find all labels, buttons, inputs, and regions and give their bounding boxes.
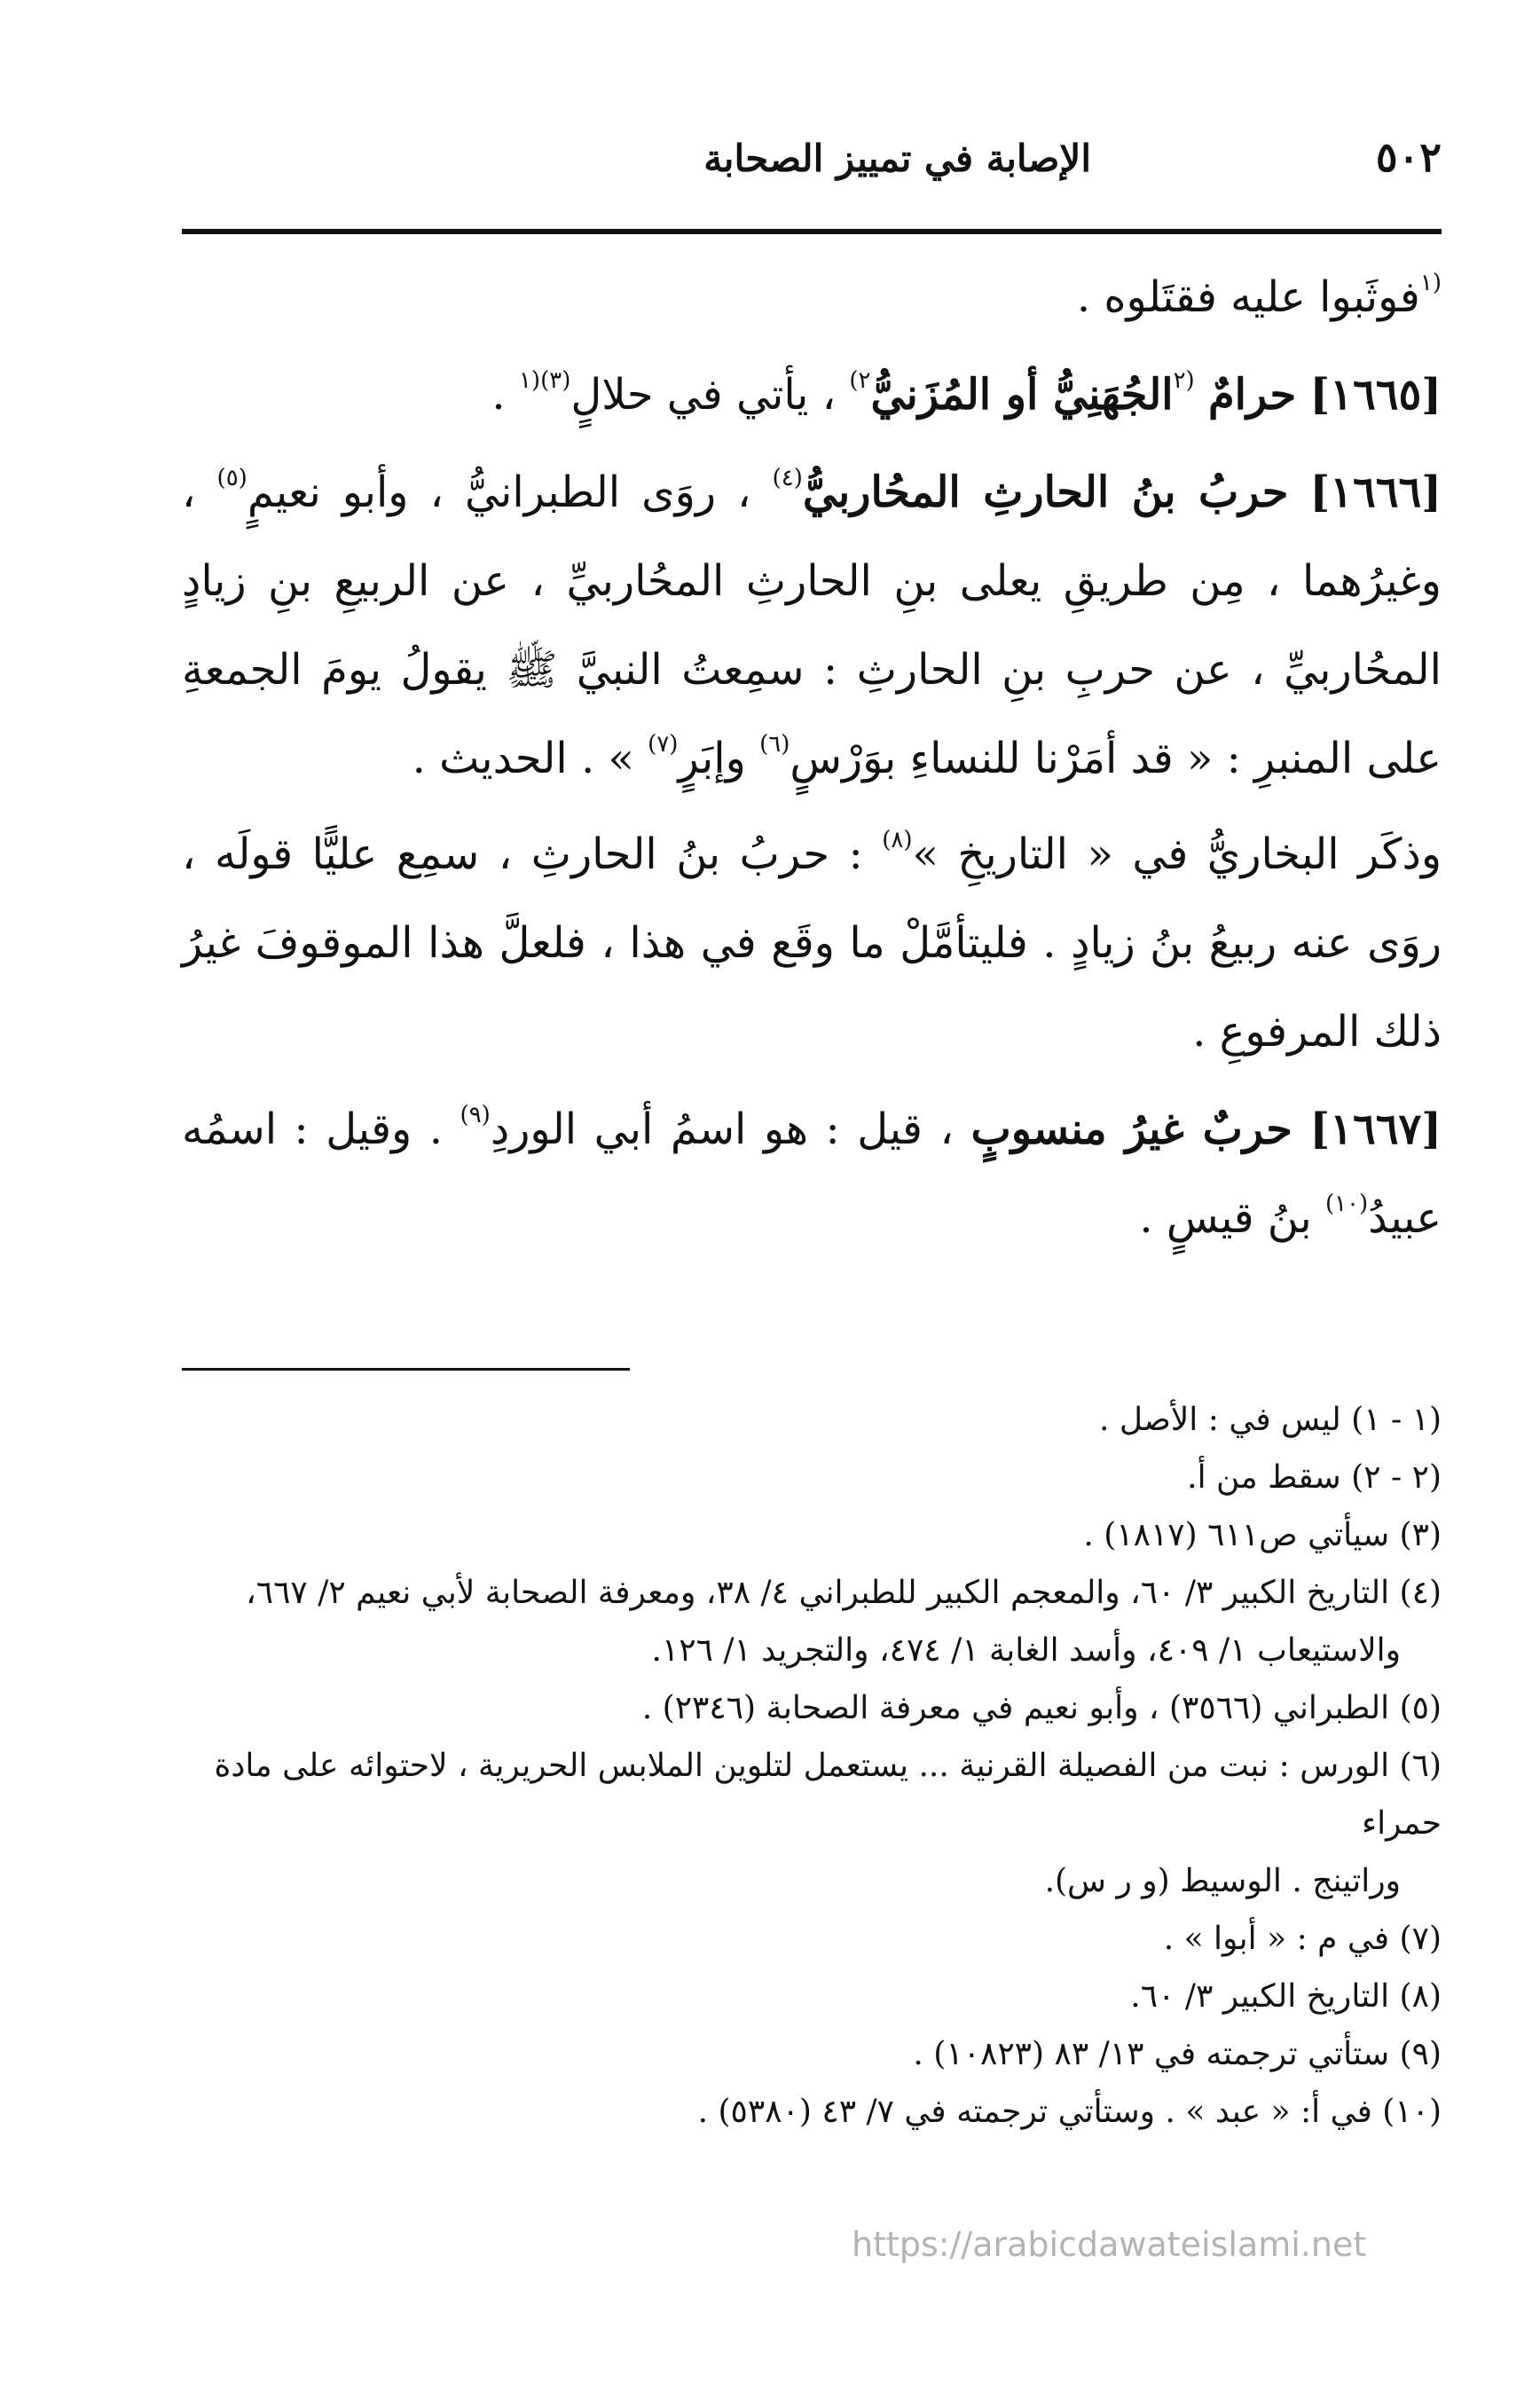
entry-name: حربٌ غيرُ منسوبٍ — [970, 1104, 1292, 1154]
footnote-marker: (٤) — [772, 465, 803, 491]
entry-text: ، روَى الطبرانيُّ ، وأبو نعيمٍ — [247, 468, 751, 517]
entry-text: ، قيل : هو اسمُ أبي الوردِ — [490, 1104, 955, 1154]
footnote-marker: (٥) — [216, 465, 248, 491]
footnote-2: (٢ - ٢) سقط من أ. — [1187, 1459, 1442, 1496]
footnote-marker: (١٠) — [1324, 1191, 1369, 1217]
footnote-divider — [182, 1368, 630, 1371]
paragraph-text: فوثَبوا عليه فقتَلوه . — [1076, 272, 1420, 322]
entry-text: ، يأتي في حلالٍ — [570, 370, 837, 420]
footnote-10: (١٠) في أ: « عبد » . وستأتي ترجمته في ٧/ ٤٣ (٥٣٨٠) . — [697, 2094, 1442, 2130]
footnote-marker: (٦) — [759, 731, 790, 758]
entry-number: [١٦٦٦] — [1309, 468, 1442, 517]
footnotes — [182, 1391, 1442, 2141]
footnote-3: (٣) سيأتي ص٦١١ (١٨١٧) . — [1083, 1517, 1442, 1553]
footnote-4: (٤) التاريخ الكبير ٣/ ٦٠، والمعجم الكبير للطبراني ٤/ ٣٨، ومعرفة الصحابة لأبي نعيم ٢/ ٦٦٧، والاستيعاب ١/ ٤٠٩، وأسد الغابة ١/ ٤٧٤، والتجريد ١/ ١٢٦. — [246, 1575, 1442, 1669]
main-text — [182, 253, 1442, 1269]
footnote-9: (٩) ستأتي ترجمته في ١٣/ ٨٣ (١٠٨٢٣) . — [913, 2036, 1442, 2072]
entry-text: ، وغيرُهما ، مِن طريقِ يعلى بنِ الحارثِ المحُاربيِّ ، عن الربيعِ بنِ زيادٍ المحُاربيِّ ، عن حربِ بنِ الحارثِ : سمِعتُ النبيَّ ﷺ يقولُ يومَ الجمعةِ على المنبرِ : « قد أمَرْنا للنساءِ بوَرْسٍ — [182, 468, 1442, 783]
entry-1665 — [182, 350, 1442, 439]
paragraph-bukhari — [182, 810, 1442, 1076]
footnote-marker: (٧) — [648, 731, 679, 758]
footnote-marker: (٨) — [882, 827, 913, 853]
footnote-7: (٧) في م : « أبوا » . — [1163, 1921, 1442, 1957]
page-number: ٥٠٢ — [1375, 133, 1442, 181]
entry-name: حربُ بنُ الحارثِ المحُاربيُّ — [802, 468, 1289, 517]
footnote-marker: ٢) — [849, 367, 871, 394]
footnote-marker: (٩) — [460, 1102, 491, 1128]
paragraph-continuation — [182, 253, 1442, 342]
entry-1666 — [182, 448, 1442, 803]
entry-text: بنُ قيسٍ . — [1139, 1193, 1312, 1243]
entry-number: [١٦٦٥] — [1309, 370, 1442, 420]
footnote-8: (٨) التاريخ الكبير ٣/ ٦٠. — [1130, 1978, 1442, 2015]
entry-text-end: . — [491, 370, 506, 420]
running-title: الإصابة في تمييز الصحابة — [703, 137, 1091, 180]
entry-nisba: الجُهَنِيُّ أو المُزَنيُّ — [870, 370, 1174, 420]
header-divider — [182, 229, 1442, 234]
page-header — [182, 124, 1442, 195]
footnote-6: (٦) الورس : نبت من الفصيلة القرنية ... يستعمل لتلوين الملابس الحريرية ، لاحتوائه على مادة حمراء وراتينج . الوسيط (و ر س). — [214, 1748, 1442, 1899]
footnote-1: (١ - ١) ليس في : الأصل . — [1099, 1402, 1442, 1438]
watermark-url: https://arabicdawateislami.net — [852, 2225, 1367, 2264]
entry-text: » . الحديث . — [412, 734, 634, 783]
entry-number: [١٦٦٧] — [1309, 1104, 1442, 1154]
footnote-marker: (١ — [1419, 270, 1442, 296]
entry-1667 — [182, 1085, 1442, 1262]
paragraph-text: وذكَر البخاريُّ في « التاريخِ » — [912, 829, 1442, 879]
footnote-5: (٥) الطبراني (٣٥٦٦) ، وأبو نعيم في معرفة الصحابة (٢٣٤٦) . — [641, 1690, 1442, 1726]
entry-text: وإبَرٍ — [678, 734, 746, 783]
entry-name: حرامٌ — [1207, 370, 1297, 420]
footnote-marker: (٣)(١ — [518, 367, 571, 394]
footnote-marker: (٢ — [1173, 367, 1195, 394]
entry-text: . وقيل : اسمُه عبيدُ — [182, 1104, 1442, 1243]
paragraph-text: : حربُ بنُ الحارثِ ، سمِع عليًّا قولَه ، روَى عنه ربيعُ بنُ زيادٍ . فليتأمَّلْ ما وقَع في هذا ، فلعلَّ هذا الموقوفَ غيرُ ذلك المرفوعِ . — [182, 829, 1442, 1057]
